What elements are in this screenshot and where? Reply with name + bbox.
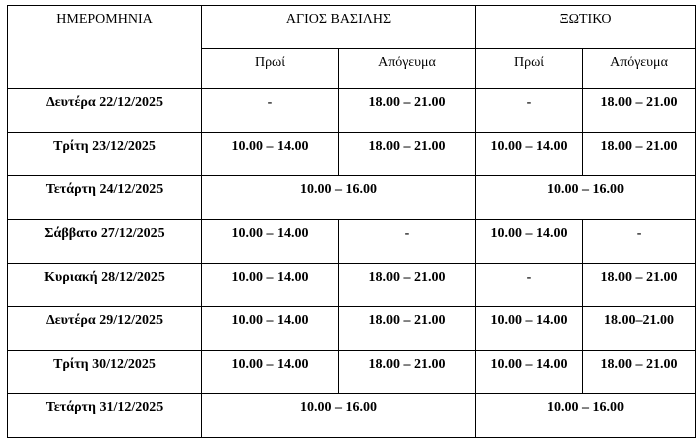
time-cell: 18.00 – 21.00 (583, 132, 696, 176)
time-cell: 18.00 – 21.00 (339, 263, 476, 307)
period-header-morning: Πρωί (202, 48, 339, 89)
date-cell: Τετάρτη 24/12/2025 (8, 176, 202, 220)
time-cell: 18.00–21.00 (583, 307, 696, 351)
location-header-xotiko: ΞΩΤΙΚΟ (476, 6, 696, 49)
period-header-afternoon: Απόγευμα (583, 48, 696, 89)
time-cell: 10.00 – 14.00 (476, 350, 583, 394)
time-cell: 18.00 – 21.00 (339, 132, 476, 176)
time-cell: - (339, 219, 476, 263)
location-header-agios-vasilis: ΑΓΙΟΣ ΒΑΣΙΛΗΣ (202, 6, 476, 49)
time-cell-full-day: 10.00 – 16.00 (476, 394, 696, 438)
time-cell-full-day: 10.00 – 16.00 (202, 394, 476, 438)
time-cell: 10.00 – 14.00 (202, 307, 339, 351)
table-row (8, 219, 696, 263)
time-cell: 10.00 – 14.00 (202, 219, 339, 263)
time-cell-full-day: 10.00 – 16.00 (476, 176, 696, 220)
table-row (8, 394, 696, 438)
table-row (8, 350, 696, 394)
time-cell: 18.00 – 21.00 (339, 307, 476, 351)
date-cell: Κυριακή 28/12/2025 (8, 263, 202, 307)
period-header-morning: Πρωί (476, 48, 583, 89)
date-cell: Τρίτη 23/12/2025 (8, 132, 202, 176)
table-row (8, 263, 696, 307)
date-cell: Τετάρτη 31/12/2025 (8, 394, 202, 438)
time-cell: 18.00 – 21.00 (583, 89, 696, 133)
time-cell: 18.00 – 21.00 (583, 263, 696, 307)
time-cell: 10.00 – 14.00 (202, 350, 339, 394)
period-header-afternoon: Απόγευμα (339, 48, 476, 89)
time-cell: 10.00 – 14.00 (476, 307, 583, 351)
table-row (8, 89, 696, 133)
time-cell: 10.00 – 14.00 (476, 132, 583, 176)
time-cell-full-day: 10.00 – 16.00 (202, 176, 476, 220)
table-row (8, 176, 696, 220)
time-cell: 10.00 – 14.00 (202, 132, 339, 176)
date-cell: Δευτέρα 29/12/2025 (8, 307, 202, 351)
table-row (8, 132, 696, 176)
time-cell: 18.00 – 21.00 (339, 89, 476, 133)
time-cell: 18.00 – 21.00 (339, 350, 476, 394)
date-cell: Δευτέρα 22/12/2025 (8, 89, 202, 133)
date-cell: Τρίτη 30/12/2025 (8, 350, 202, 394)
time-cell: 18.00 – 21.00 (583, 350, 696, 394)
date-column-header: ΗΜΕΡΟΜΗΝΙΑ (8, 6, 202, 89)
time-cell: - (202, 89, 339, 133)
time-cell: - (476, 263, 583, 307)
time-cell: 10.00 – 14.00 (202, 263, 339, 307)
time-cell: - (476, 89, 583, 133)
header-row-locations (8, 6, 696, 49)
table-row (8, 307, 696, 351)
time-cell: 10.00 – 14.00 (476, 219, 583, 263)
time-cell: - (583, 219, 696, 263)
date-cell: Σάββατο 27/12/2025 (8, 219, 202, 263)
schedule-table (7, 5, 696, 438)
